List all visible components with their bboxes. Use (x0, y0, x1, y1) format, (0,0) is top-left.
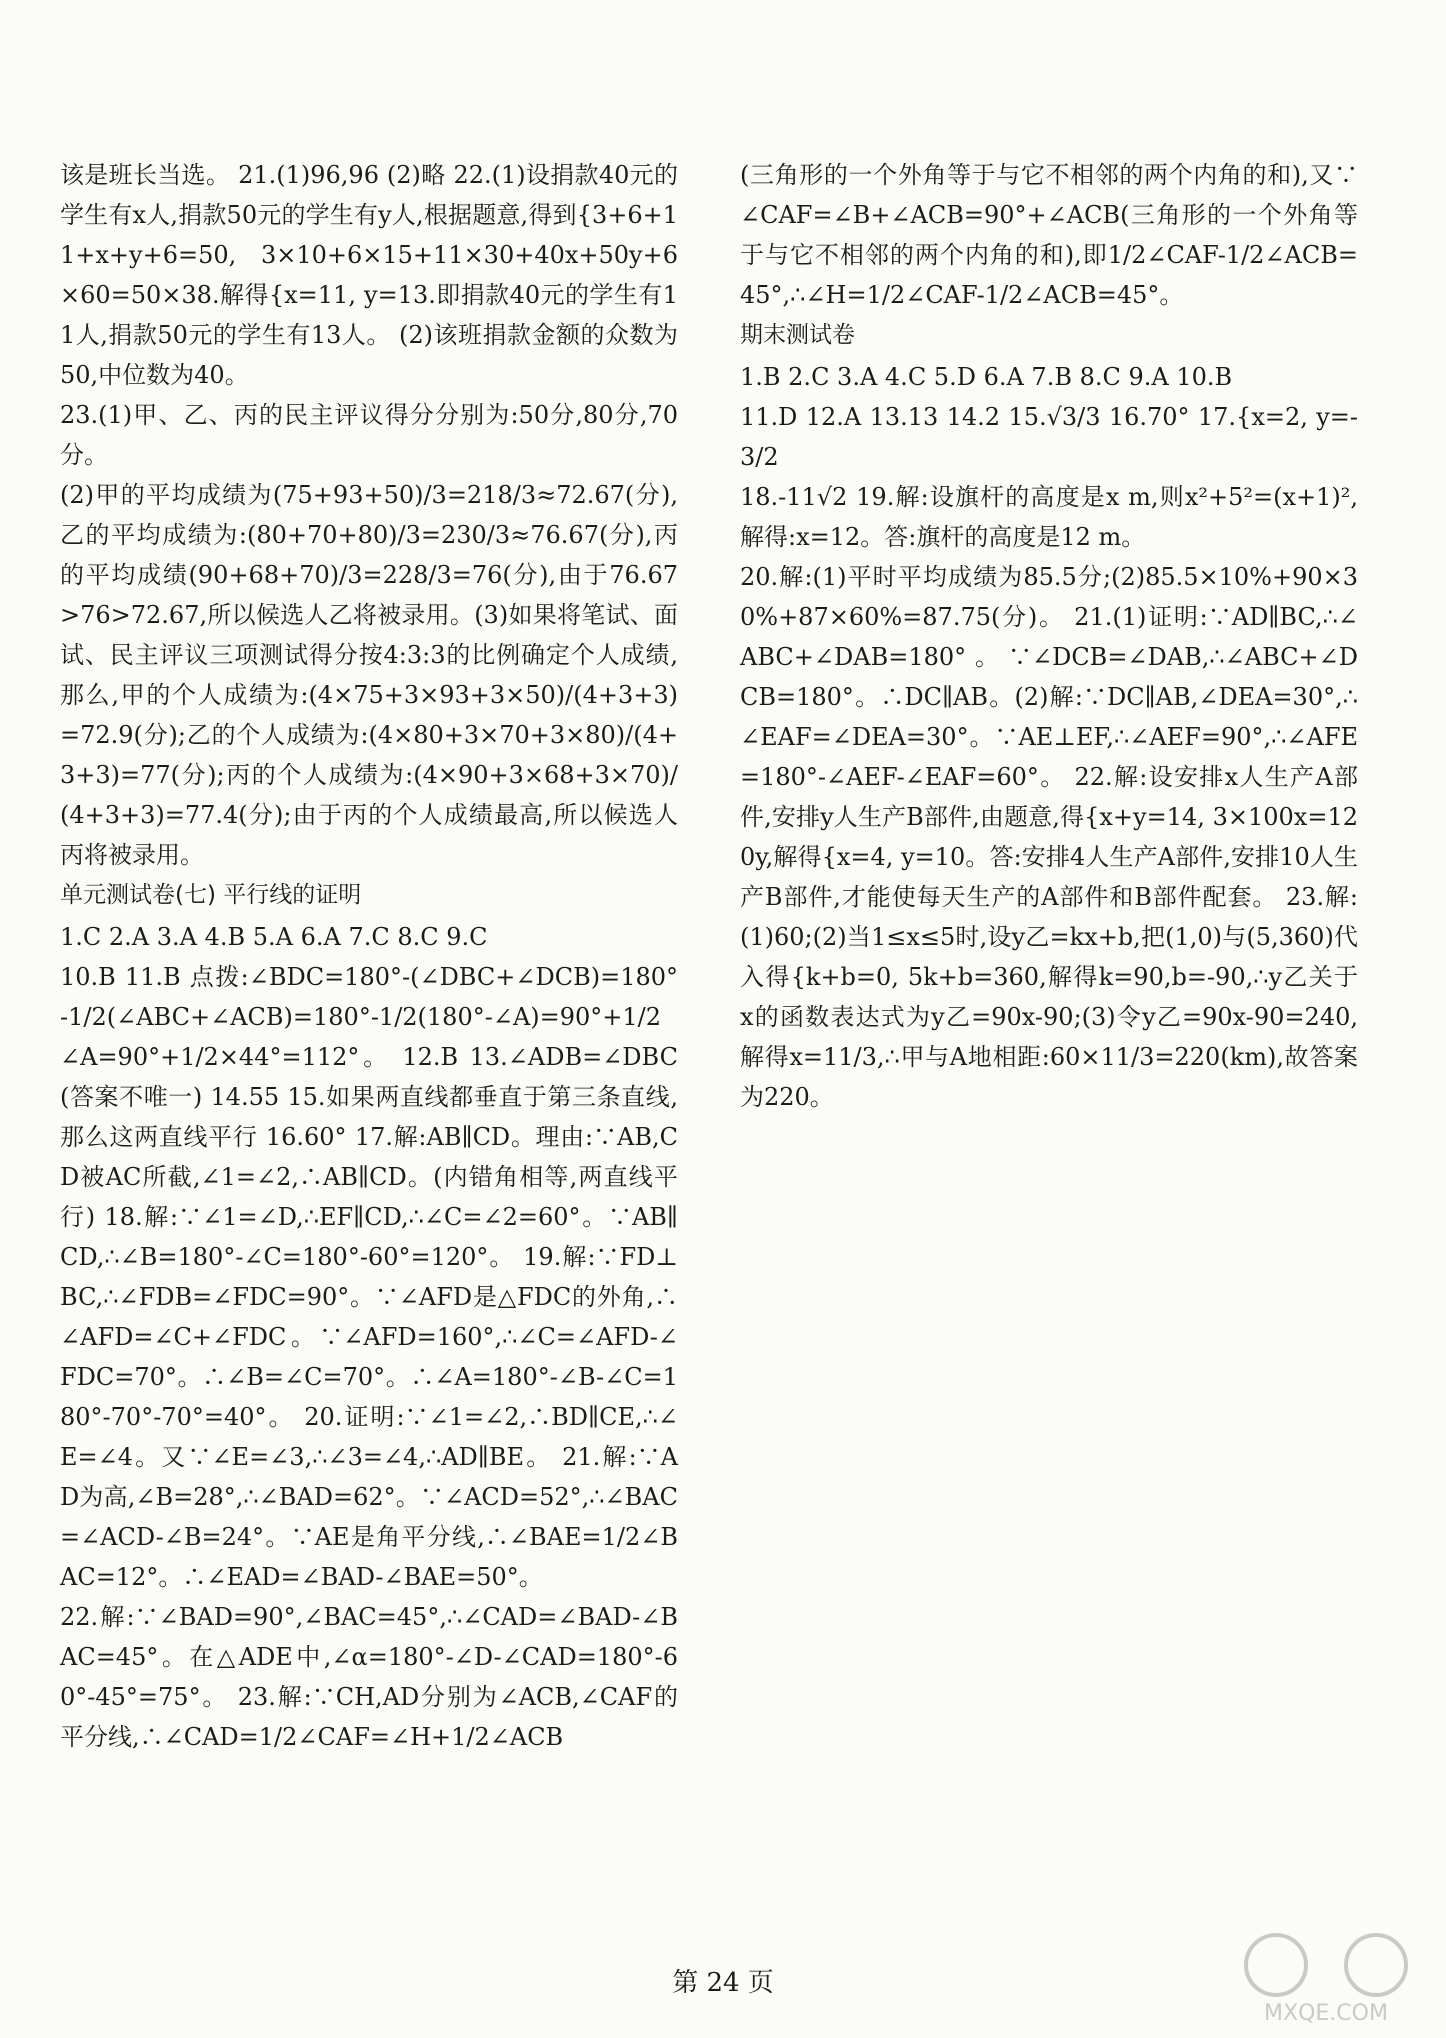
watermark-logo (1226, 1920, 1426, 2030)
right-para-6: 20.解:(1)平时平均成绩为85.5分;(2)85.5×10%+90×30%+87×60%=87.75(分)。 21.(1)证明:∵AD∥BC,∴∠ABC+∠DAB=180°。∵∠DCB=∠DAB,∴∠ABC+∠DCB=180°。∴DC∥AB。(2)解:∵DC∥AB,∠DEA=30°,∴∠EAF=∠DEA=30°。∵AE⊥EF,∴∠AEF=90°,∴∠AFE=180°-∠AEF-∠EAF=60°。 22.解:设安排x人生产A部件,安排y人生产B部件,由题意,得{x+y=14, 3×100x=120y,解得{x=4, y=10。答:安排4人生产A部件,安排10人生产B部件,才能使每天生产的A部件和B部件配套。 23.解:(1)60;(2)当1≤x≤5时,设y乙=kx+b,把(1,0)与(5,360)代入得{k+b=0, 5k+b=360,解得k=90,b=-90,∴y乙关于x的函数表达式为y乙=90x-90;(3)令y乙=90x-90=240,解得x=11/3,∴甲与A地相距:60×11/3=220(km),故答案为220。 (740, 563, 1358, 1111)
left-column (60, 155, 678, 1757)
right-answers-row-1: 1.B 2.C 3.A 4.C 5.D 6.A 7.B 8.C 9.A 10.B (740, 363, 1233, 391)
right-para-1: (三角形的一个外角等于与它不相邻的两个内角的和),又∵∠CAF=∠B+∠ACB=90°+∠ACB(三角形的一个外角等于与它不相邻的两个内角的和),即1/2∠CAF-1/2∠ACB=45°,∴∠H=1/2∠CAF-1/2∠ACB=45°。 (740, 161, 1358, 309)
section-title-final: 期末测试卷 (740, 322, 855, 348)
right-column (740, 155, 1358, 1117)
right-para-5: 18.-11√2 19.解:设旗杆的高度是x m,则x²+5²=(x+1)²,解得:x=12。答:旗杆的高度是12 m。 (740, 483, 1358, 551)
right-answers-row-2: 11.D 12.A 13.13 14.2 15.√3/3 16.70° 17.{x=2, y=-3/2 (740, 403, 1358, 471)
left-answers-row: 1.C 2.A 3.A 4.B 5.A 6.A 7.C 8.C 9.C (60, 923, 488, 951)
section-title-unit-7: 单元测试卷(七) 平行线的证明 (60, 882, 362, 908)
left-para-6: 10.B 11.B 点拨:∠BDC=180°-(∠DBC+∠DCB)=180°-1/2(∠ABC+∠ACB)=180°-1/2(180°-∠A)=90°+1/2∠A=90°+1/2×44°=112°。 12.B 13.∠ADB=∠DBC(答案不唯一) 14.55 15.如果两直线都垂直于第三条直线,那么这两直线平行 16.60° 17.解:AB∥CD。理由:∵AB,CD被AC所截,∠1=∠2,∴AB∥CD。(内错角相等,两直线平行) 18.解:∵∠1=∠D,∴EF∥CD,∴∠C=∠2=60°。∵AB∥CD,∴∠B=180°-∠C=180°-60°=120°。 19.解:∵FD⊥BC,∴∠FDB=∠FDC=90°。∵∠AFD是△FDC的外角,∴∠AFD=∠C+∠FDC。∵∠AFD=160°,∴∠C=∠AFD-∠FDC=70°。∴∠B=∠C=70°。∴∠A=180°-∠B-∠C=180°-70°-70°=40°。 20.证明:∵∠1=∠2,∴BD∥CE,∴∠E=∠4。又∵∠E=∠3,∴∠3=∠4,∴AD∥BE。 21.解:∵AD为高,∠B=28°,∴∠BAD=62°。∵∠ACD=52°,∴∠BAC=∠ACD-∠B=24°。∵AE是角平分线,∴∠BAE=1/2∠BAC=12°。∴∠EAD=∠BAD-∠BAE=50°。 (60, 963, 678, 1591)
left-para-1: 该是班长当选。 21.(1)96,96 (2)略 22.(1)设捐款40元的学生有x人,捐款50元的学生有y人,根据题意,得到{3+6+11+x+y+6=50, 3×10+6×15+11×30+40x+50y+6×60=50×38.解得{x=11, y=13.即捐款40元的学生有11人,捐款50元的学生有13人。 (2)该班捐款金额的众数为50,中位数为40。 (60, 161, 678, 389)
left-para-3: (2)甲的平均成绩为(75+93+50)/3=218/3≈72.67(分),乙的平均成绩为:(80+70+80)/3=230/3≈76.67(分),丙的平均成绩(90+68+70)/3=228/3=76(分),由于76.67>76>72.67,所以候选人乙将被录用。(3)如果将笔试、面试、民主评议三项测试得分按4:3:3的比例确定个人成绩,那么,甲的个人成绩为:(4×75+3×93+3×50)/(4+3+3)=72.9(分);乙的个人成绩为:(4×80+3×70+3×80)/(4+3+3)=77(分);丙的个人成绩为:(4×90+3×68+3×70)/(4+3+3)=77.4(分);由于丙的个人成绩最高,所以候选人丙将被录用。 (60, 481, 678, 869)
page-number: 第 24 页 (672, 1968, 774, 1998)
left-para-2: 23.(1)甲、乙、丙的民主评议得分分别为:50分,80分,70分。 (60, 401, 678, 469)
watermark-text: MXQE.COM (1264, 2001, 1388, 2026)
left-para-7: 22.解:∵∠BAD=90°,∠BAC=45°,∴∠CAD=∠BAD-∠BAC=45°。在△ADE中,∠α=180°-∠D-∠CAD=180°-60°-45°=75°。 23.解:∵CH,AD分别为∠ACB,∠CAF的平分线,∴∠CAD=1/2∠CAF=∠H+1/2∠ACB (60, 1603, 678, 1751)
